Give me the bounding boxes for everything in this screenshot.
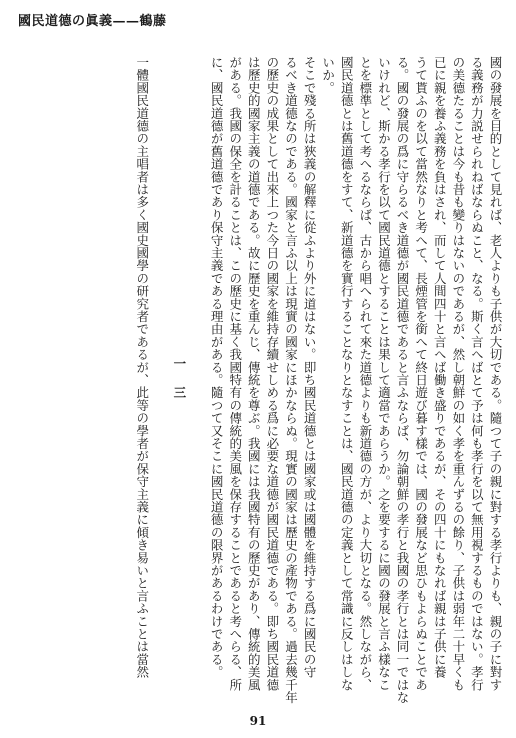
text-line: いか。 (320, 56, 336, 95)
blank-line (188, 56, 207, 706)
text-line: るべき道德なのである。國家と言ふ以上は現實の國家にほかならぬ。現實の國家は歷史の產物である。過去幾千年 (283, 56, 299, 704)
text-line: の美德たることは今も昔も變りはないのであるが、然し朝鮮の如く孝を重んずるの餘り、子供は弱年二十早くも (450, 56, 466, 691)
text-line: 國民道德とは舊道德をすて、新道德を實行することなりとなすことは、國民道德の定義として常識に反しはしな (339, 56, 355, 691)
text-line: は歷史的國家主義の道德である。故に歷史を重んじ、傳統を尊ぶ。我國には我國特有の歷史があり、傳統的美風 (246, 56, 262, 691)
text-line: る。國の發展の爲に守らるべき道德が國民道德であると言ふならば、勿論朝鮮の孝行と我國の孝行とは同一ではな (395, 56, 411, 704)
running-header: 國民道德の眞義——鶴藤 (18, 14, 167, 29)
text-line: そこで殘る所は狹義の解釋に從ふより外に道はない。即ち國民道德とは國家或は國體を維持する爲に國民の守 (302, 56, 318, 679)
text-line: 一體國民道德の主唱者は多く國史國學の研究者であるが、此等の學者が保守主義に傾き易いと言ふことは當然 (134, 56, 150, 679)
body-text (24, 56, 504, 706)
section-number: 一 三 (171, 357, 187, 405)
text-line: る義務が力説せられねばならぬこと、なる。斯く言へばとて予は何も孝行を以て無用視するものではない。孝行 (469, 56, 485, 691)
page-number: 91 (249, 714, 267, 728)
text-line: に、國民道德が舊道德であり保守主義である理由がある。隨つて又そこに國民道德の限界があるわけである。 (209, 56, 225, 679)
text-line: 國の發展を目的として見れば、老人よりも子供が大切である。隨つて子の親に對する孝行よりも、親の子に對す (488, 56, 503, 691)
text-line: がある。我國の保全を計ることは、この歷史に基く我國特有の傳統的美風を保存することであると考へらる、所 (227, 56, 243, 691)
text-line: うて貰ふのを以て當然なりと考へて、長煙管を銜へて終日遊び暮す樣では、國の發展など思ひもよらぬことであ (413, 56, 429, 691)
text-line: の歷史の成果として出來上つた今日の國家を維持存續せしめる爲に必要な道德が國民道德である。即ち國民道德 (264, 56, 280, 691)
text-line: とを標準として考へるならば、古から唱へられて來た道德よりも新道德の方が、より大切となる。然しながら、 (357, 56, 373, 691)
blank-line (151, 56, 170, 706)
text-line: 已に親を養ふ義務を負はされ、而して人間四十と言へば働き盛りであるが、その四十にもなれば親は子供に養 (432, 56, 448, 679)
text-line: いけれど、斯かる孝行を以て國民道德とすることは果して適當であらうか。之を要するに國の發展と言ふ樣なこ (376, 56, 392, 691)
